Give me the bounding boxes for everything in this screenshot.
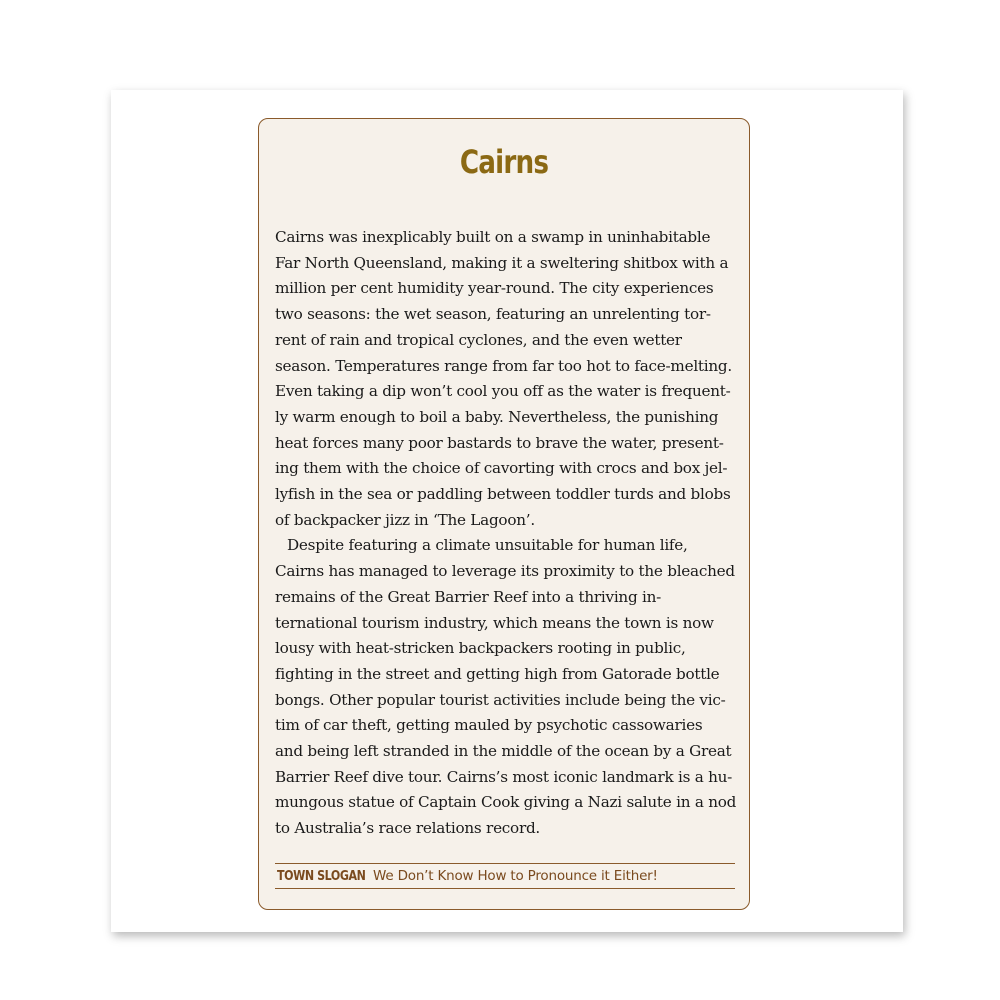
- text-line: heat forces many poor bastards to brave the water, present-: [275, 433, 724, 452]
- text-line: season. Temperatures range from far too hot to face-melting.: [275, 356, 732, 375]
- text-line: Despite featuring a climate unsuitable for human life,: [287, 536, 688, 555]
- text-line: remains of the Great Barrier Reef into a thriving in-: [275, 587, 662, 606]
- text-line: mungous statue of Captain Cook giving a Nazi salute in a nod: [275, 793, 737, 812]
- text-line: Even taking a dip won’t cool you off as the water is frequent-: [275, 382, 731, 401]
- text-line: two seasons: the wet season, featuring an unrelenting tor-: [275, 305, 711, 324]
- text-line: bongs. Other popular tourist activities include being the vic-: [275, 690, 726, 709]
- slogan-text: We Don’t Know How to Pronounce it Either!: [373, 868, 658, 884]
- page-title: Cairns: [459, 143, 549, 181]
- text-line: fighting in the street and getting high from Gatorade bottle: [275, 664, 720, 683]
- text-line: of backpacker jizz in ‘The Lagoon’.: [275, 510, 535, 529]
- text-line: Far North Queensland, making it a sweltering shitbox with a: [275, 253, 729, 272]
- text-line: and being left stranded in the middle of the ocean by a Great: [275, 742, 732, 761]
- text-line: to Australia’s race relations record.: [275, 819, 541, 838]
- document-page: [111, 90, 903, 932]
- text-line: ternational tourism industry, which means the town is now: [275, 613, 714, 632]
- town-entry-card: [258, 118, 750, 910]
- text-line: tim of car theft, getting mauled by psychotic cassowaries: [275, 716, 703, 735]
- entry-body: [275, 225, 737, 842]
- text-line: Cairns has managed to leverage its proximity to the bleached: [275, 562, 735, 581]
- text-line: lousy with heat-stricken backpackers rooting in public,: [275, 639, 686, 658]
- text-line: million per cent humidity year-round. The city experiences: [275, 279, 714, 298]
- text-line: Barrier Reef dive tour. Cairns’s most iconic landmark is a hu-: [275, 767, 733, 786]
- paragraph-2: [275, 533, 737, 841]
- paragraph-1: [275, 225, 737, 533]
- text-line: lyfish in the sea or paddling between toddler turds and blobs: [275, 485, 731, 504]
- text-line: Cairns was inexplicably built on a swamp in uninhabitable: [275, 228, 711, 246]
- town-slogan-bar: [275, 863, 735, 889]
- slogan-label: TOWN SLOGAN: [277, 868, 366, 884]
- text-line: ing them with the choice of cavorting with crocs and box jel-: [275, 459, 728, 478]
- text-line: ly warm enough to boil a baby. Nevertheless, the punishing: [275, 407, 719, 426]
- text-line: rent of rain and tropical cyclones, and the even wetter: [275, 330, 682, 349]
